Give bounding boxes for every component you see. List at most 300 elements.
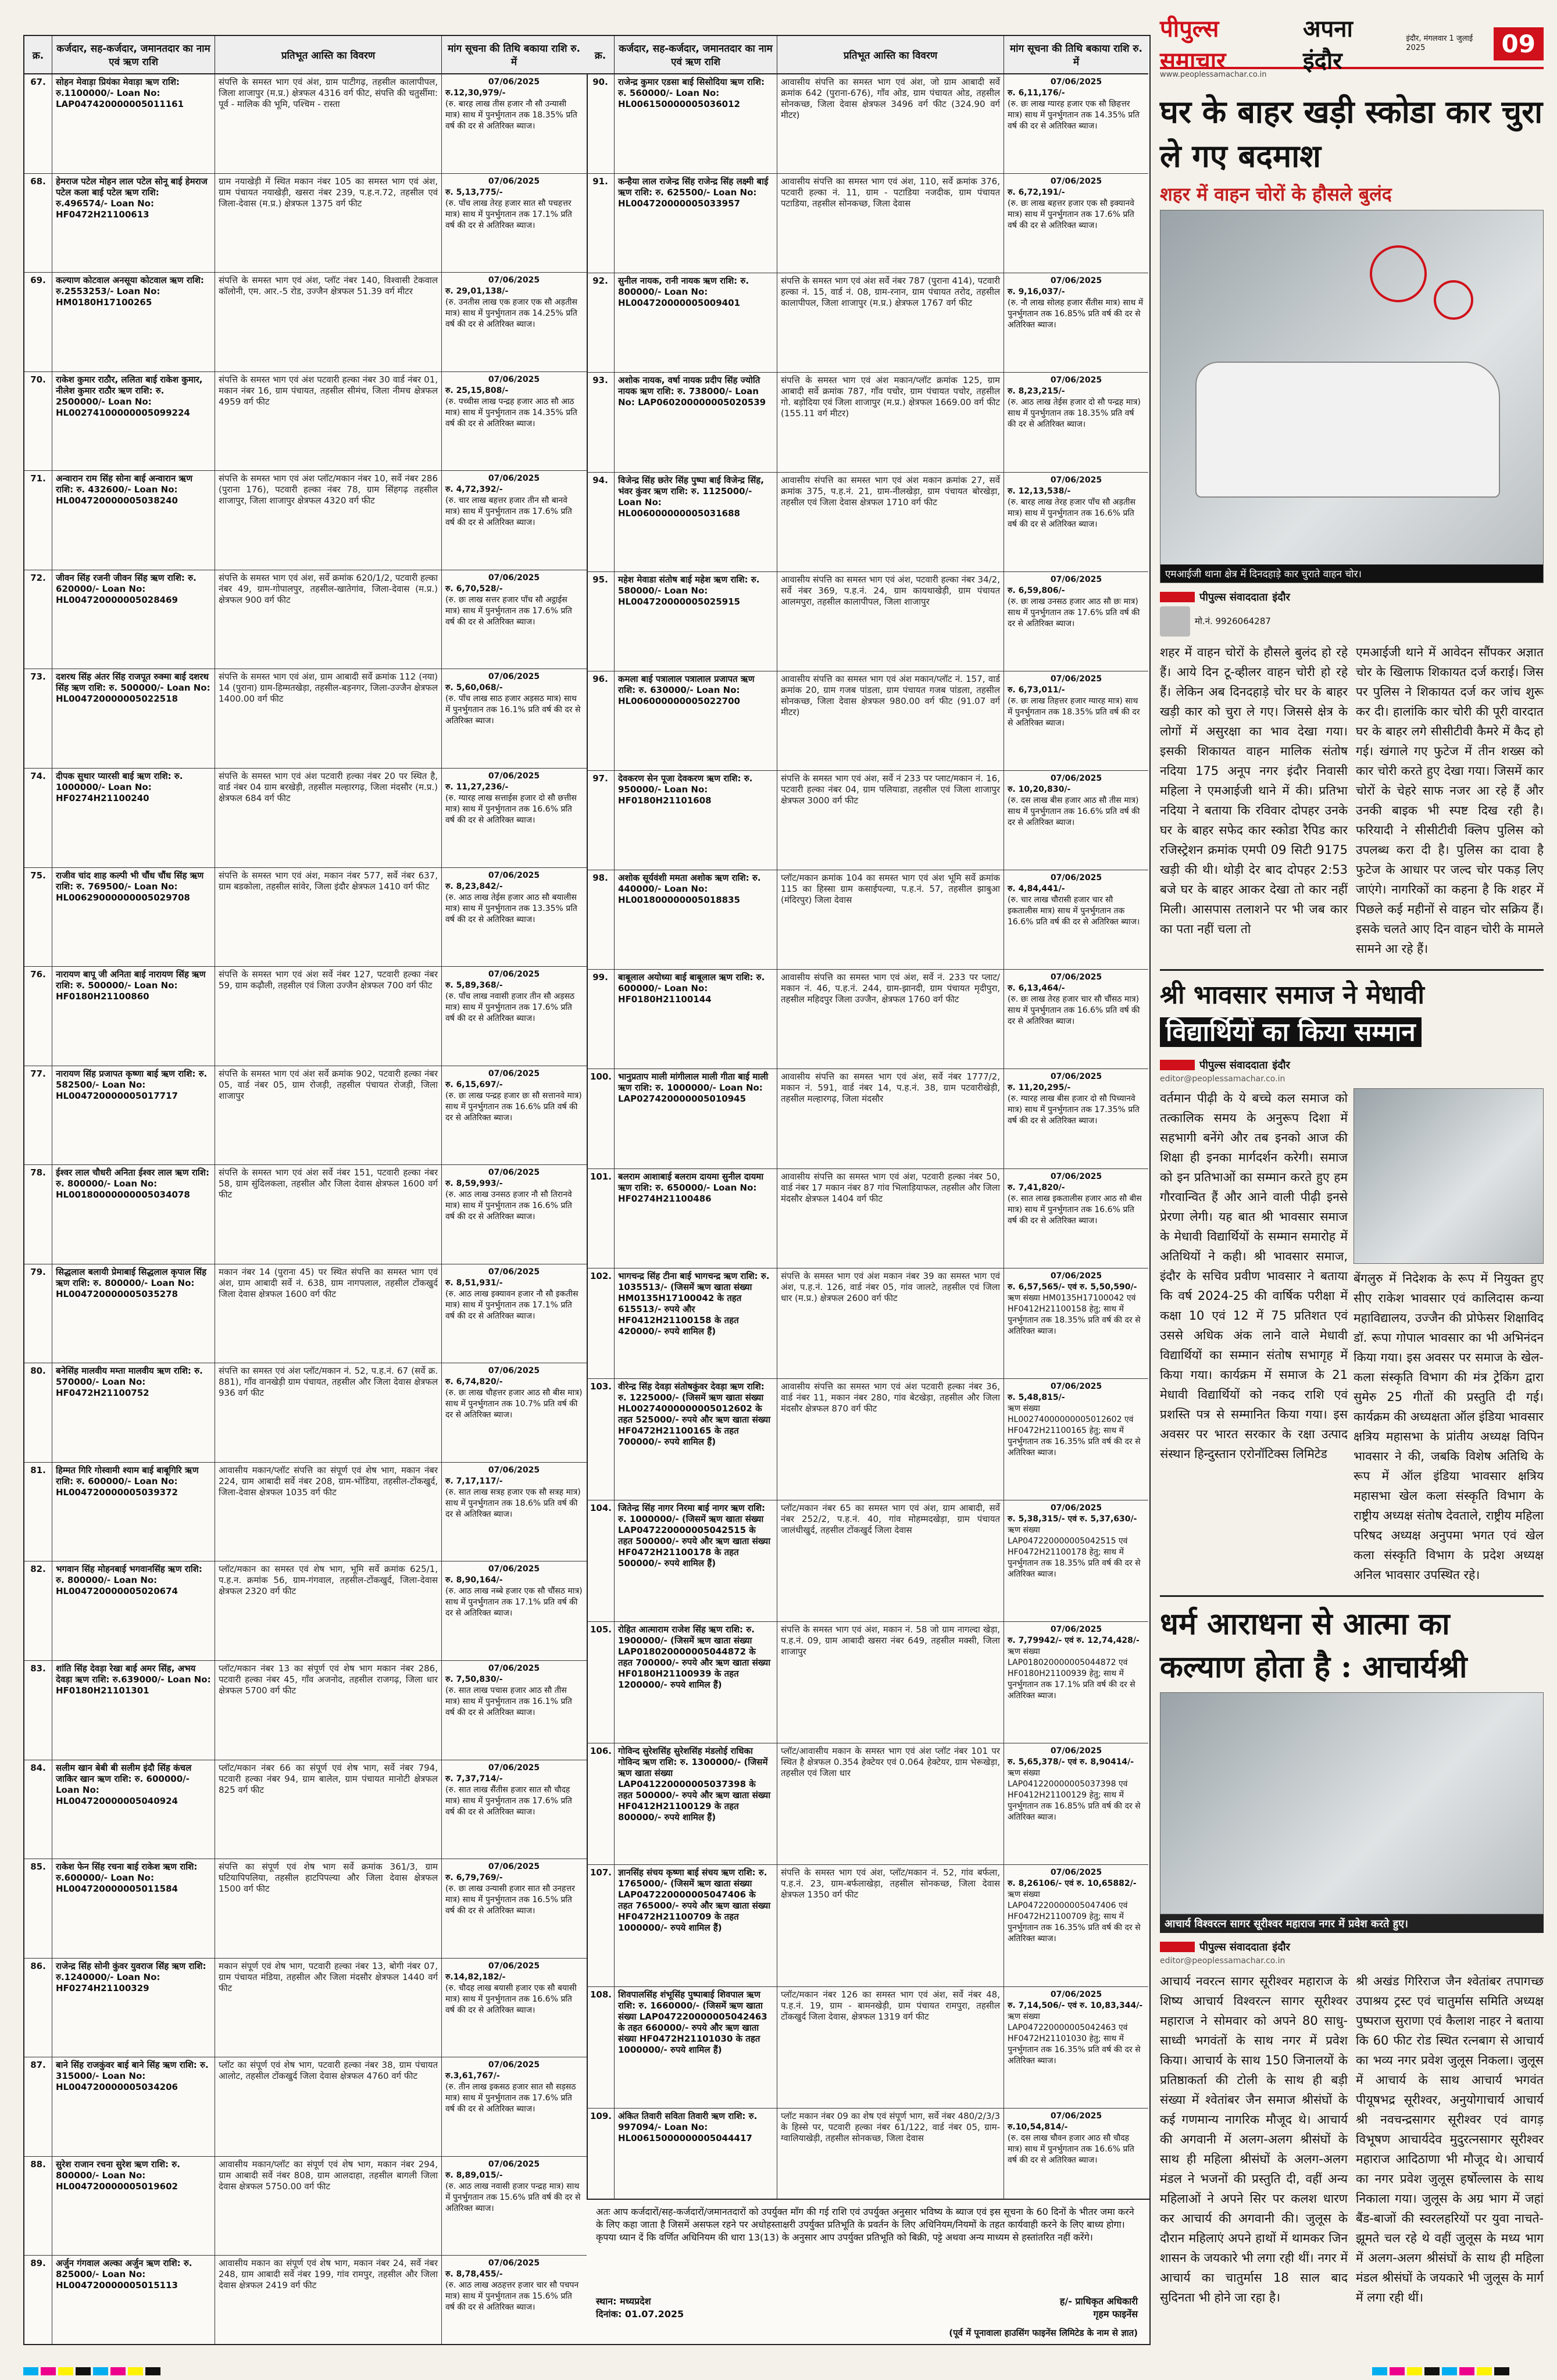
row-borrower: जितेन्द्र सिंह नागर निरमा बाई नागर ऋण राशि: रु. 1000000/- (जिसमें ऋण खाता संख्या LAP047220000005042515 के तहत 500000/- रुपये और ऋण खाता संख्या HF0472H21100178 के तहत 500000/- रुपये शामिल हैं)	[615, 1500, 777, 1621]
header-borrower: कर्जदार, सह-कर्जदार, जमानतदार का नाम एवं ऋण राशि	[615, 36, 777, 73]
row-demand	[1004, 970, 1148, 1069]
row-amount: रु. 6,57,565/- एवं रु. 5,50,590/-	[1008, 1282, 1137, 1292]
row-note: (रु. चार लाख बहत्तर हजार तीन सौ बानवे मात्र) साथ में पुनर्भुगतान तक 17.6% प्रति वर्ष की दर से अतिरिक्त ब्याज।	[445, 496, 572, 528]
row-date: 07/06/2025	[1050, 1381, 1102, 1391]
row-borrower: शिवपालसिंह शंभूसिंह पुष्पाबाई शिवपाल ऋण राशि: रु. 1660000/- (जिसमें ऋण खाता संख्या LAP047220000005042463 के तहत 660000/- रुपये और ऋण खाता संख्या HF0472H21101030 के तहत 1000000/- रुपये शामिल हैं)	[615, 1987, 777, 2108]
row-note: (रु. बारह लाख तीस हजार नौ सौ उन्यासी मात्र) साथ में पुनर्भुगतान तक 18.35% प्रति वर्ष की दर से अतिरिक्त ब्याज।	[445, 99, 577, 131]
row-demand	[1004, 671, 1148, 770]
row-borrower: बाने सिंह राजकुंवर बाई बाने सिंह ऋण राशि: रु. 315000/- Loan No: HL004720000005034206	[52, 2057, 215, 2156]
row-borrower: बनेसिंह मालवीय मम्ता मालवीय ऋण राशि: रु. 570000/- Loan No: HF0472H21100752	[52, 1363, 215, 1462]
row-amount: रु. 6,13,464/-	[1008, 984, 1065, 994]
notice-column-left	[24, 36, 588, 2344]
row-note: (रु. पच्चीस लाख पन्द्रह हजार आठ सौ आठ मात्र) साथ में पुनर्भुगतान तक 14.35% प्रति वर्ष की दर से अतिरिक्त ब्याज।	[445, 396, 577, 428]
row-borrower: गोविन्द सुरेशसिंह सुरेशसिंह मंडलोई राधिका गोविन्द ऋण राशि: रु. 1300000/- (जिसमें ऋण खाता संख्या LAP041220000005037398 के तहत 500000/- रुपये और ऋण खाता संख्या HF0412H21100129 के तहत 800000/- रुपये शामिल हैं)	[615, 1743, 777, 1864]
row-date: 07/06/2025	[488, 573, 540, 583]
table-row	[587, 1865, 1148, 1986]
row-note: (रु. छः लाख उनसठ हजार आठ सौ छः मात्र) साथ में पुनर्भुगतान तक 17.6% प्रति वर्ष की दर से अतिरिक्त ब्याज।	[1008, 596, 1140, 628]
row-borrower: हिम्मत गिरि गोस्वामी श्याम बाई बाबूगिरि ऋण राशि: रु. 600000/- Loan No: HL004720000005039372	[52, 1463, 215, 1561]
row-date: 07/06/2025	[488, 1465, 540, 1475]
row-note: (रु. आठ लाख नब्बे हजार एक सौ चौंसठ मात्र) साथ में पुनर्भुगतान तक 17.1% प्रति वर्ष की दर से अतिरिक्त ब्याज।	[445, 1586, 583, 1618]
row-note: (रु. दस लाख बीस हजार आठ सौ तीस मात्र) साथ में पुनर्भुगतान तक 16.6% प्रति वर्ष की दर से अतिरिक्त ब्याज।	[1008, 795, 1140, 827]
highlight-circle-icon	[1434, 280, 1473, 320]
row-property: संपत्ति के समस्त भाग एवं अंश सर्वे नंबर 151, पटवारी हल्का नंबर 58, ग्राम सुंदिलकला, तहसील और जिला देवास क्षेत्रफल 1600 वर्ग फीट	[215, 1165, 442, 1264]
row-demand	[442, 570, 586, 669]
row-note: (रु. छः लाख तेरह हजार चार सौ चौंसठ मात्र) साथ में पुनर्भुगतान तक 16.6% प्रति वर्ष की दर से अतिरिक्त ब्याज।	[1008, 995, 1140, 1027]
story2-left	[1160, 1088, 1348, 1585]
row-demand	[1004, 870, 1148, 969]
table-row	[24, 669, 587, 769]
row-note: (रु. छः लाख तिहत्तर हजार ग्यारह मात्र) साथ में पुनर्भुगतान तक 18.35% प्रति वर्ष की दर से अतिरिक्त ब्याज।	[1008, 696, 1140, 728]
story2-right	[1354, 1088, 1544, 1585]
row-demand	[1004, 473, 1148, 571]
table-row	[587, 771, 1148, 870]
row-borrower: राकेश कुमार राठौर, ललिता बाई राकेश कुमार, नीलेश कुमार राठौर ऋण राशि: रु. 2500000/- Loan No: HL00274100000005099224	[52, 372, 215, 471]
color-registration-strip	[1372, 2367, 1512, 2375]
notice-signatory	[1060, 2295, 1138, 2321]
row-sn: 89.	[24, 2256, 52, 2344]
row-sn: 107.	[587, 1865, 615, 1986]
table-row	[24, 1859, 587, 1959]
byline-logo-icon	[1160, 592, 1195, 602]
row-borrower: राजीव चांद शाह कल्पी भी चौंध चौंध सिंह ऋण राशि: रु. 769500/- Loan No: HL00629000000005029708	[52, 868, 215, 967]
row-property: संपत्ति के समस्त भाग एवं अंश मकान नंबर 39 का समस्त भाग एवं अंश, प.ह.नं. 126, वार्ड नंबर 05, गांव जालटे, तहसील एवं जिला धार (म.प्र.) क्षेत्रफल 2600 वर्ग फीट	[777, 1268, 1004, 1378]
header-demand: मांग सूचना की तिथि बकाया राशि रु. में	[1010, 43, 1142, 68]
row-property: आवासीय संपत्ति का समस्त भाग एवं अंश, पटवारी हल्का नंबर 50, वार्ड नंबर 17 मकान नंबर 87 गांव भिलाड़ियाफल, तहसील और जिला मंदसौर क्षेत्रफल 1404 वर्ग फीट	[777, 1169, 1004, 1268]
row-sn: 103.	[587, 1379, 615, 1500]
row-amount: रु. 29,01,138/-	[445, 287, 509, 296]
row-property: आवासीय संपत्ति का समस्त भाग एवं अंश मकान क्रमांक 27, सर्वे क्रमांक 375, प.ह.नं. 21, ग्राम-नीलखेड़ा, ग्राम पंचायत बोरखेड़ा, तहसील एवं जिला देवास क्षेत्रफल 1710 वर्ग फीट	[777, 473, 1004, 571]
table-row	[24, 273, 587, 372]
row-property: संपत्ति के समस्त भाग एवं अंश सर्वे नंबर 127, पटवारी हल्का नंबर 59, ग्राम कढ़ौली, तहसील एवं जिला उज्जैन क्षेत्रफल 700 वर्ग फीट	[215, 967, 442, 1066]
row-demand	[1004, 1743, 1148, 1864]
notice-footer	[587, 2199, 1149, 2344]
notice-place-date	[596, 2295, 684, 2321]
row-property: प्लॉट/मकान नंबर 126 का समस्त भाग एवं अंश, सर्वे नंबर 48, प.ह.नं. 19, ग्राम - बामनखेड़ी, ग्राम पंचायत रामपुरा, तहसील टोंकखुर्द जिला देवास, क्षेत्रफल 1319 वर्ग फीट	[777, 1987, 1004, 2108]
row-date: 07/06/2025	[1050, 873, 1102, 883]
row-sn: 73.	[24, 669, 52, 768]
story2-col2: बेंगलुरु में निदेशक के रूप में नियुक्त हुए सीए राकेश भावसार एवं कालिदास कन्या महाविद्यालय, उज्जैन की प्रोफेसर शिक्षाविद डॉ. रूपा गोपाल भावसार का भी अभिनंदन किया गया। इस अवसर पर समाज के खेल-कला संस्कृति विभाग की मंत्र ट्रेकिंग द्वारा सुमेरु 25 गीतों की प्रस्तुति दी गई। कार्यक्रम की अध्यक्षता ऑल इंडिया भावसार क्षत्रिय महासभा के प्रांतीय अध्यक्ष विपिन भावसार ने की, जबकि विशेष अतिथि के रूप में ऑल इंडिया भावसार क्षत्रिय महासभा खेल कला संस्कृति विभाग के राष्ट्रीय अध्यक्ष संतोष देवताले, राष्ट्रीय महिला परिषद अध्यक्ष अनुपमा भगत एवं खेल कला संस्कृति विभाग के प्रदेश अध्यक्ष अनिल भावसार उपस्थित रहे।	[1354, 1271, 1544, 1582]
row-amount: रु. 4,84,441/-	[1008, 884, 1065, 894]
row-sn: 82.	[24, 1561, 52, 1660]
row-demand	[442, 769, 586, 867]
reporter-avatar	[1160, 606, 1190, 637]
row-borrower: शांति सिंह देवड़ा रेखा बाई अमर सिंह, अभय देवड़ा ऋण राशि: रु.639000/- Loan No: HF0180H21101301	[52, 1661, 215, 1760]
row-sn: 91.	[587, 174, 615, 273]
row-property: आवासीय संपत्ति का समस्त भाग एवं अंश, सर्वे नंबर 1777/2, मकान नं. 591, वार्ड नंबर 14, प.ह.नं. 38, ग्राम पटवारीखेड़ी, तहसील मल्हारगढ़, जिला मंदसौर	[777, 1069, 1004, 1168]
row-borrower: भगवान सिंह मोहनबाई भगवानसिंह ऋण राशि: रु. 800000/- Loan No: HL004720000005020674	[52, 1561, 215, 1660]
row-property: आवासीय संपत्ति का समस्त भाग एवं अंश, जो ग्राम आबादी सर्वे क्रमांक 642 (पुराना-676), गाँव ओड, ग्राम पंचायत ओड, तहसील सोनकच्छ, जिला देवास क्षेत्रफल 3496 वर्ग फीट (324.90 वर्ग मीटर)	[777, 74, 1004, 173]
row-property: संपत्ति के समस्त भाग एवं अंश प्लॉट/मकान नंबर 10, सर्वे नंबर 286 (पुराना 176), पटवारी हल्का नंबर 78, ग्राम सिंहगढ़ तहसील शाजापुर, जिला शाजापुर क्षेत्रफल 4320 वर्ग फीट	[215, 471, 442, 570]
row-note: (रु. छः लाख सत्तर हजार पाँच सौ अट्ठाईस मात्र) साथ में पुनर्भुगतान तक 17.6% प्रति वर्ष की दर से अतिरिक्त ब्याज।	[445, 595, 572, 627]
row-note: (रु. चौदह लाख बयासी हजार एक सौ बयासी मात्र) साथ में पुनर्भुगतान तक 16.6% प्रति वर्ष की दर से अतिरिक्त ब्याज।	[445, 1983, 577, 2015]
row-date: 07/06/2025	[488, 1862, 540, 1872]
story1-col2: एमआईजी थाने में आवेदन सौंपकर अज्ञात चोर के खिलाफ शिकायत दर्ज कराई। जिस पर पुलिस ने शिकायत दर्ज कर जांच शुरू कर दी। हालांकि कार चोरी की पूरी वारदात घर के बाहर लगे सीसीटीवी कैमरे में कैद हो गई। खंगाले गए फुटेज में तीन शख्स को कार चोरी करते हुए देखा गया। जिसमें कार चोरों के चेहरे साफ नजर आ रहे हैं और उनकी बाइक भी स्पष्ट दिख रही है। फरियादी ने सीसीटीवी क्लिप पुलिस को उपलब्ध करा दी है। पुलिस का दावा है फुटेज के आधार पर जल्द चोर पकड़ लिए जाएंगे। नागरिकों का कहना है कि शहर में पिछले कई महीनों से वाहन चोर सक्रिय हैं। इसके चलते आए दिन वाहन चोरी के मामले सामने आ रहे हैं।	[1356, 645, 1544, 956]
row-note: ऋण संख्या LAP018020000005044872 एवं HF0180H21100939 हेतु; साथ में पुनर्भुगतान तक 17.1% प्रति वर्ष की दर से अतिरिक्त ब्याज।	[1008, 1647, 1135, 1701]
row-demand	[1004, 74, 1148, 173]
row-sn: 93.	[587, 373, 615, 471]
row-borrower: ईश्वर लाल चौधरी अनिता ईश्वर लाल ऋण राशि: रु. 800000/- Loan No: HL00180000000005034078	[52, 1165, 215, 1264]
byline-city: इंदौर	[1272, 591, 1290, 603]
table-header	[587, 36, 1148, 74]
row-property: आवासीय मकान/प्लॉट संपत्ति का संपूर्ण एवं शेष भाग, मकान नंबर 224, ग्राम आबादी सर्वे नंबर 208, ग्राम-भोंडिया, तहसील-टोंकखुर्द, जिला-देवास क्षेत्रफल 1035 वर्ग फीट	[215, 1463, 442, 1561]
story1-col1: शहर में वाहन चोरों के हौसले बुलंद हो रहे हैं। आये दिन टू-व्हीलर वाहन चोरी हो रहे हैं। लेकिन अब दिनदहाड़े चोर घर के बाहर खड़ी कार को चुरा ले गए। जिससे क्षेत्र के लोगों में असुरक्षा का भाव देखा गया। इसकी शिकायत वाहन मालिक संतोष नदिया 175 अनूप नगर इंदौर निवासी महिला ने एमआईजी थाने में की। प्रतिभा नदिया ने बताया कि रविवार दोपहर उनके घर के बाहर सफेद कार स्कोडा रैपिड कार रजिस्ट्रेशन क्रमांक एमपी 09 सिटी 9175 खड़ी की थी। थोड़ी देर बाद दोपहर 2:53 बजे घर के बाहर आकर देखा तो कार नहीं मिली। आसपास तलाशने पर भी जब कार का पता नहीं चला तो	[1160, 645, 1348, 936]
row-amount: रु. 5,38,315/- एवं रु. 5,37,630/-	[1008, 1514, 1137, 1524]
notice-place: स्थान: मध्यप्रदेश	[596, 2296, 651, 2307]
row-borrower: कमला बाई पत्रालाल पत्रालाल प्रजापत ऋण राशि: रु. 630000/- Loan No: HL006000000005022700	[615, 671, 777, 770]
row-sn: 80.	[24, 1363, 52, 1462]
row-date: 07/06/2025	[1050, 674, 1102, 684]
row-borrower: भागचन्द्र सिंह टीना बाई भागचन्द्र ऋण राशि: रु. 1035513/- (जिसमें ऋण खाता संख्या HM0135H17100042 के तहत 615513/- रुपये और HF0412H21100158 के तहत 420000/- रुपये शामिल हैं)	[615, 1268, 777, 1378]
row-property: आवासीय संपत्ति का समस्त भाग एवं अंश, सर्वे नं. 233 पर प्लाट/मकान नं. 46, प.ह.नं. 244, ग्राम-झानदी, ग्राम पंचायत मृदीपुरा, तहसील महिदपुर जिला उज्जैन, क्षेत्रफल 1760 वर्ग फीट	[777, 970, 1004, 1069]
row-sn: 75.	[24, 868, 52, 967]
row-date: 07/06/2025	[488, 672, 540, 682]
table-row	[587, 373, 1148, 472]
row-date: 07/06/2025	[488, 176, 540, 186]
row-borrower: वीरेन्द्र सिंह देवड़ा संतोषकुंवर देवड़ा ऋण राशि: रु. 1225000/- (जिसमें ऋण खाता संख्या HL00274000000005012602 के तहत 525000/- रुपये और ऋण खाता संख्या HF0472H21100165 के तहत 700000/- रुपये शामिल हैं)	[615, 1379, 777, 1500]
row-amount: रु. 8,51,931/-	[445, 1278, 503, 1288]
story3-col2: श्री अखंड गिरिराज जैन श्वेतांबर तपागच्छ उपाश्रय ट्रस्ट एवं चातुर्मास समिति अध्यक्ष पुष्पराज सुराणा एवं कैलाश नाहर ने बताया कि 60 फीट रोड स्थित रत्नबाग से आचार्य का भव्य नगर प्रवेश जुलूस निकला। जुलूस में आचार्य के साथ आचार्य भगवंत पीयूषभद्र सूरीश्वर, अनुयोगाचार्य आचार्य श्री नवचन्द्रसागर सूरीश्वर एवं वागड़ विभूषण आचार्यदेव मुदुरत्नसागर सूरीश्वर महाराज आदिठाणा भी मौजूद थे। आचार्य का नगर प्रवेश जुलूस हर्षोल्लास के साथ निकाला गया। जुलूस के अग्र भाग में जहां बैंड-बाजों की स्वरलहरियों पर युवा नाचते-झूमते चल रहे थे वहीं जुलूस के मध्य भाग में अलग-अलग श्रीसंघों के साथ ही महिला मंडल श्रीसंघों के जयकारे भी जुलूस के मार्ग में लगा रही थीं।	[1356, 1974, 1544, 2304]
signatory-title: ह/- प्राधिकृत अधिकारी	[1059, 2296, 1138, 2307]
table-row	[24, 372, 587, 471]
row-borrower: देवकरण सेन पूजा देवकरण ऋण राशि: रु. 950000/- Loan No: HF0180H21101608	[615, 771, 777, 870]
row-property: आवासीय संपत्ति का समस्त भाग एवं अंश पटवारी हल्का नंबर 36, वार्ड नंबर 11, मकान नंबर 280, गांव बेटखेड़ा, तहसील और जिला मंदसौर क्षेत्रफल 870 वर्ग फीट	[777, 1379, 1004, 1500]
row-borrower: राजेन्द्र कुमार एडसा बाई सिसोदिया ऋण राशि: रु. 560000/- Loan No: HL006150000005036012	[615, 74, 777, 173]
table-row	[24, 1264, 587, 1364]
car-shape	[1195, 362, 1500, 498]
row-property: मकान नंबर 14 (पुराना 45) पर स्थित संपत्ति का समस्त भाग एवं अंश, ग्राम आबादी सर्वे नं. 638, ग्राम नागपलाल, तहसील टोंकखुर्द जिला देवास क्षेत्रफल 1600 वर्ग फीट	[215, 1264, 442, 1363]
row-amount: रु. 9,16,037/-	[1008, 287, 1065, 297]
row-amount: रु. 7,17,117/-	[445, 1476, 503, 1486]
row-amount: रु. 7,41,820/-	[1008, 1182, 1065, 1192]
table-row	[24, 1959, 587, 2058]
story3-photo	[1160, 1692, 1544, 1914]
row-date: 07/06/2025	[1050, 1271, 1102, 1281]
row-property: ग्राम नयाखेड़ी में स्थित मकान नंबर 105 का समस्त भाग एवं अंश, ग्राम पंचायत नयाखेड़ी, खसरा नंबर 239, प.ह.न.72, तहसील एवं जिला-देवास (म.प्र.) क्षेत्रफल 1375 वर्ग फीट	[215, 174, 442, 273]
row-amount: रु. 8,23,215/-	[1008, 387, 1065, 396]
byline-name: पीपुल्स संवाददाता	[1199, 591, 1268, 603]
row-note: (रु. चार लाख चौरासी हजार चार सौ इकतालीस मात्र) साथ में पुनर्भुगतान तक 16.6% प्रति वर्ष की दर से अतिरिक्त ब्याज।	[1008, 895, 1140, 927]
row-note: (रु. ग्यारह लाख बीस हजार दो सौ पिच्यानवे मात्र) साथ में पुनर्भुगतान तक 17.35% प्रति वर्ष की दर से अतिरिक्त ब्याज।	[1008, 1094, 1140, 1126]
row-demand	[442, 273, 586, 371]
row-amount: रु. 6,70,528/-	[445, 584, 503, 594]
masthead	[1160, 15, 1544, 74]
row-sn: 85.	[24, 1859, 52, 1958]
row-note: (रु. आठ लाख तेईस हजार दो सौ पन्द्रह मात्र) साथ में पुनर्भुगतान तक 18.35% प्रति वर्ष की दर से अतिरिक्त ब्याज।	[1008, 398, 1141, 430]
row-borrower: बाबूलाल अयोध्या बाई बाबूलाल ऋण राशि: रु. 600000/- Loan No: HF0180H21100144	[615, 970, 777, 1069]
story3-col1: आचार्य नवरत्न सागर सूरीश्वर महाराज के शिष्य आचार्य विश्वरत्न सागर सूरीश्वर महाराज ने सोमवार को अपने 80 साधु-साध्वी भगवंतों के साथ नगर में प्रवेश किया। आचार्य के साथ 150 जिनालयों के प्रतिष्ठाकर्ता की टोली के साथ ही बड़ी संख्या में श्वेतांबर जैन समाज श्रीसंघों के कई गणमान्य नागरिक मौजूद थे। आचार्य की अगवानी में अलग-अलग श्रीसंघों के साथ ही महिला श्रीसंघों के अलग-अलग मंडल ने भजनों की प्रस्तुति दी, वहीं अन्य महिलाओं ने अपने सिर पर कलश धारण कर आचार्य की अगवानी की। जुलूस के दौरान महिलाएं अपने हाथों में थामकर जिन शासन के जयकारे भी लगा रही थीं। नगर में आचार्य का चातुर्मास 18 साल बाद सुदिनता भी होने जा रहा है।	[1160, 1974, 1348, 2304]
story1-headline: घर के बाहर खड़ी स्कोडा कार चुरा ले गए बदमाश	[1160, 93, 1543, 174]
row-borrower: कल्याण कोटवाल अनसूया कोटवाल ऋण राशि: रु.2553253/- Loan No: HM0180H17100265	[52, 273, 215, 371]
row-demand	[442, 1463, 586, 1561]
row-date: 07/06/2025	[488, 1763, 540, 1773]
row-note: (रु. तीन लाख इकसठ हजार सात सौ सड़सठ मात्र) साथ में पुनर्भुगतान तक 17.6% प्रति वर्ष की दर से अतिरिक्त ब्याज।	[445, 2082, 576, 2114]
row-note: (रु. नौ लाख सोलह हजार सैंतीस मात्र) साथ में पुनर्भुगतान तक 16.85% प्रति वर्ष की दर से अतिरिक्त ब्याज।	[1008, 298, 1144, 330]
table-row	[24, 1561, 587, 1661]
row-sn: 86.	[24, 1959, 52, 2057]
row-sn: 102.	[587, 1268, 615, 1378]
row-date: 07/06/2025	[1050, 376, 1102, 385]
table-row	[587, 1500, 1148, 1622]
row-date: 07/06/2025	[488, 2259, 540, 2268]
row-demand	[442, 2256, 586, 2344]
table-row	[24, 2157, 587, 2256]
row-amount: रु. 5,13,775/-	[445, 187, 503, 197]
row-amount: रु. 8,89,015/-	[445, 2170, 503, 2180]
row-amount: रु. 7,79942/- एवं रु. 12,74,428/-	[1008, 1636, 1140, 1646]
row-date: 07/06/2025	[1050, 2111, 1102, 2121]
story2-col1: वर्तमान पीढ़ी के ये बच्चे कल समाज को तत्कालिक समय के अनुरूप दिशा में सहभागी बनेंगे और तब इनको आज की शिक्षा ही इनका मार्गदर्शन करेगी। समाज को इन प्रतिभाओं का सम्मान करते हुए हम गौरवान्वित हैं और आने वाली पीढ़ी इनसे प्रेरणा लेगी। यह बात श्री भावसार समाज के मेधावी विद्यार्थियों के सम्मान समारोह में अतिथियों ने कही। श्री भावसार समाज, इंदौर के सचिव प्रवीण भावसार ने बताया कि वर्ष 2024-25 की वार्षिक परीक्षा में कक्षा 10 एवं 12 में 75 प्रतिशत एवं उससे अधिक अंक लाने वाले मेधावी विद्यार्थियों का सम्मान संतोष सभागृह में किया गया। कार्यक्रम में समाज के 21 मेधावी विद्यार्थियों को नकद राशि एवं प्रशस्ति पत्र से सम्मानित किया गया। इस अवसर पर भारत सरकार के रक्षा उत्पाद संस्थान हिन्दुस्तान एरोनॉटिक्स लिमिटेड	[1160, 1091, 1348, 1461]
header-demand: मांग सूचना की तिथि बकाया राशि रु. में	[448, 43, 580, 68]
row-note: (रु. आठ लाख इक्यावन हजार नौ सौ इकतीस मात्र) साथ में पुनर्भुगतान तक 17.1% प्रति वर्ष की दर से अतिरिक्त ब्याज।	[445, 1289, 578, 1321]
row-sn: 79.	[24, 1264, 52, 1363]
byline-name: पीपुल्स संवाददाता	[1199, 1059, 1268, 1071]
story1-photo	[1160, 210, 1544, 583]
story2-headline	[1160, 969, 1544, 1051]
row-borrower: नारायण बापू जी अनिता बाई नारायण सिंह ऋण राशि: रु. 500000/- Loan No: HF0180H21100860	[52, 967, 215, 1066]
row-borrower: सोहन मेवाड़ा प्रियंका मेवाड़ा ऋण राशि: रु.1100000/- Loan No: LAP047420000005011161	[52, 74, 215, 173]
row-note: (रु. छः लाख ग्यारह हजार एक सौ छिहत्तर मात्र) साथ में पुनर्भुगतान तक 14.35% प्रति वर्ष की दर से अतिरिक्त ब्याज।	[1008, 99, 1140, 131]
header-sn: क्र.	[24, 36, 52, 73]
story1-phone	[1160, 606, 1544, 637]
row-property: प्लॉट/मकान क्रमांक 104 का समस्त भाग एवं अंश भूमि सर्वे क्रमांक 115 का हिस्सा ग्राम कसाईपल्या, प.ह.नं. 57, तहसील झाबुआ (मंदिरपुर) जिला देवास	[777, 870, 1004, 969]
row-property: संपत्ति के समस्त भाग एवं अंश, ग्राम आबादी सर्वे क्रमांक 112 (नया) 14 (पुराना) ग्राम-हिम्मतखेड़ा, तहसील-बड़नगर, जिला-उज्जैन क्षेत्रफल 1400.00 वर्ग फीट	[215, 669, 442, 768]
table-row	[24, 1661, 587, 1760]
row-date: 07/06/2025	[1050, 1072, 1102, 1082]
row-property: संपत्ति के समस्त भाग एवं अंश पटवारी हल्का नंबर 30 वार्ड नंबर 01, मकान नंबर 16, ग्राम पंचायत, तहसील सीमंच, जिला नीमच क्षेत्रफल 4959 वर्ग फीट	[215, 372, 442, 471]
byline-logo-icon	[1160, 1942, 1195, 1952]
row-date: 07/06/2025	[488, 970, 540, 980]
row-property: संपत्ति के समस्त भाग एवं अंश सर्वे नंबर 787 (पुराना 414), पटवारी हल्का नं. 15, वार्ड नं. 08, ग्राम-रनान, ग्राम पंचायत तरोद, तहसील कालापीपल, जिला शाजापुर (म.प्र.) क्षेत्रफल 1767 वर्ग फीट	[777, 273, 1004, 372]
row-amount: रु. 5,89,368/-	[445, 981, 503, 991]
highlight-circle-icon	[1370, 245, 1427, 302]
row-amount: रु. 8,23,842/-	[445, 881, 503, 891]
story2-byline	[1160, 1058, 1544, 1072]
row-property: आवासीय संपत्ति का समस्त भाग एवं अंश मकान/प्लॉट नं. 157, वार्ड क्रमांक 20, ग्राम गजब पांडला, ग्राम पंचायत गजब पांडला, तहसील सोनकच्छ, जिला देवास क्षेत्रफल 980.00 वर्ग फीट (91.07 वर्ग मीटर)	[777, 671, 1004, 770]
row-sn: 101.	[587, 1169, 615, 1268]
row-amount: रु. 4,72,392/-	[445, 485, 503, 495]
row-date: 07/06/2025	[488, 374, 540, 384]
row-sn: 88.	[24, 2157, 52, 2256]
row-property: आवासीय संपत्ति का समस्त भाग एवं अंश, 110, सर्वे क्रमांक 376, पटवारी हल्का नं. 11, ग्राम - पटाडिया नजदीक, ग्राम पंचायत पटाडिया, तहसील सोनकच्छ, जिला देवास	[777, 174, 1004, 273]
row-borrower: नारायण सिंह प्रजापत कृष्णा बाई ऋण राशि: रु. 582500/- Loan No: HL004720000005017717	[52, 1066, 215, 1165]
row-date: 07/06/2025	[488, 771, 540, 781]
row-note: (रु. पाँच लाख तेरह हजार सात सौ पचहत्तर मात्र) साथ में पुनर्भुगतान तक 17.1% प्रति वर्ष की दर से अतिरिक्त ब्याज।	[445, 198, 572, 230]
row-demand	[442, 2157, 586, 2256]
row-date: 07/06/2025	[488, 1961, 540, 1971]
row-date: 07/06/2025	[488, 1664, 540, 1673]
row-demand	[1004, 273, 1148, 372]
row-date: 07/06/2025	[488, 1366, 540, 1376]
table-row	[587, 1379, 1148, 1500]
row-sn: 98.	[587, 870, 615, 969]
table-row	[24, 769, 587, 868]
row-amount: रु. 6,73,011/-	[1008, 685, 1065, 695]
table-row	[24, 1760, 587, 1860]
row-sn: 106.	[587, 1743, 615, 1864]
table-row	[24, 1066, 587, 1166]
byline-logo-icon	[1160, 1060, 1195, 1070]
story2-layout	[1160, 1088, 1544, 1585]
table-row	[587, 1169, 1148, 1268]
row-note: ऋण संख्या LAP047220000005042515 एवं HF0472H21100178 हेतु; साथ में पुनर्भुगतान तक 18.35% प्रति वर्ष की दर से अतिरिक्त ब्याज।	[1008, 1525, 1141, 1579]
row-property: प्लॉट का संपूर्ण एवं शेष भाग, पटवारी हल्का नंबर 38, ग्राम पंचायत आलोट, तहसील टोंकखुर्द जिला देवास क्षेत्रफल 4760 वर्ग फीट	[215, 2057, 442, 2156]
table-row	[587, 273, 1148, 373]
table-row	[24, 2256, 587, 2344]
row-demand	[442, 372, 586, 471]
row-amount: रु. 12,13,538/-	[1008, 486, 1071, 496]
row-amount: रु.10,54,814/-	[1008, 2122, 1068, 2132]
story1-body	[1160, 642, 1544, 959]
row-property: प्लॉट/मकान नंबर 66 का संपूर्ण एवं शेष भाग, सर्वे नंबर 794, पटवारी हल्का नंबर 94, ग्राम बालेल, ग्राम पंचायत मानोटी क्षेत्रफल 825 वर्ग फीट	[215, 1760, 442, 1859]
notice-footer-text: अतः आप कर्जदारों/सह-कर्जदारों/जमानतदारों को उपर्युक्त माँग की गई राशि एवं उपर्युक्त अनुसार भविष्य के ब्याज एवं इस सूचना के 60 दिनों के भीतर जमा करने के लिए कहा जाता है जिसमें असफल रहने पर अधोहस्ताक्षरी उपर्युक्त प्रतिभूति के प्रवर्तन के लिए अधिनियम/नियमों के तहत कार्यवाही करने के लिए बाध्य होगा। कृपया ध्यान दें कि वर्णित अधिनियम की धारा 13(13) के अनुसार आप उपर्युक्त प्रतिभूति को बिक्री, पट्टे अथवा अन्य माध्यम से हस्तांतरित नहीं करेंगे।	[596, 2206, 1134, 2243]
row-sn: 77.	[24, 1066, 52, 1165]
row-demand	[1004, 1069, 1148, 1168]
row-demand	[442, 967, 586, 1066]
row-demand	[1004, 1268, 1148, 1378]
row-date: 07/06/2025	[488, 276, 540, 285]
row-borrower: हेमराज पटेल मोहन लाल पटेल सोनू बाई हेमराज पटेल कला बाई पटेल ऋण राशि: रु.496574/- Loan No: HF0472H21100613	[52, 174, 215, 273]
row-sn: 105.	[587, 1622, 615, 1743]
row-sn: 84.	[24, 1760, 52, 1859]
row-demand	[442, 868, 586, 967]
row-property: संपत्ति का समस्त एवं अंश प्लॉट/मकान नं. 52, प.ह.नं. 67 (सर्वे क्र. 881), गाँव वानखेड़ी ग्राम पंचायत, तहसील और जिला देवास क्षेत्रफल 936 वर्ग फीट	[215, 1363, 442, 1462]
table-row	[24, 570, 587, 670]
row-sn: 78.	[24, 1165, 52, 1264]
row-demand	[442, 669, 586, 768]
row-property: संपत्ति के समस्त भाग एवं अंश पटवारी हल्का नंबर 20 पर स्थित है, वार्ड नंबर 04 ग्राम बरखेड़ी, तहसील मल्हारगढ़, जिला मंदसौर (म.प्र.) क्षेत्रफल 684 वर्ग फीट	[215, 769, 442, 867]
story2-headline-b: विद्यार्थियों का किया सम्मान	[1160, 1017, 1422, 1047]
row-property: प्लॉट/मकान का समस्त एवं शेष भाग, भूमि सर्वे क्रमांक 625/1, प.ह.न. क्रमांक 56, ग्राम-गंगवाल, तहसील-टोंकखुर्द, जिला-देवास क्षेत्रफल 2320 वर्ग फीट	[215, 1561, 442, 1660]
row-amount: रु. 5,65,378/- एवं रु. 8,90414/-	[1008, 1757, 1134, 1767]
table-row	[24, 1463, 587, 1562]
row-borrower: अंकित तिवारी सविता तिवारी ऋण राशि: रु. 997094/- Loan No: HL00615000000005044417	[615, 2109, 777, 2207]
row-sn: 72.	[24, 570, 52, 669]
row-borrower: विजेन्द्र सिंह छतेर सिंह पुष्पा बाई विजेन्द्र सिंह, भंवर कुंवर ऋण राशि: रु. 1125000/- Loan No: HL006000000005031688	[615, 473, 777, 571]
row-date: 07/06/2025	[488, 1069, 540, 1078]
row-amount: रु. 6,59,806/-	[1008, 585, 1065, 595]
row-amount: रु. 6,79,769/-	[445, 1873, 503, 1883]
row-sn: 69.	[24, 273, 52, 371]
row-date: 07/06/2025	[1050, 177, 1102, 187]
table-row	[24, 1165, 587, 1264]
row-demand	[1004, 572, 1148, 671]
row-demand	[1004, 1379, 1148, 1500]
header-property: प्रतिभूत आस्ति का विवरण	[215, 36, 442, 73]
table-header	[24, 36, 587, 74]
row-demand	[442, 174, 586, 273]
dateline: इंदौर, मंगलवार 1 जुलाई 2025	[1406, 34, 1473, 52]
row-borrower: अर्जुन गंगवाल अल्का अर्जुन ऋण राशि: रु. 825000/- Loan No: HL004720000005015113	[52, 2256, 215, 2344]
row-sn: 76.	[24, 967, 52, 1066]
row-borrower: सलीम खान बेबी बी सलीम इंदौ सिंह कंचल जाकिर खान ऋण राशि: रु. 600000/- Loan No: HL004720000005040924	[52, 1760, 215, 1859]
table-row	[24, 2057, 587, 2157]
row-note: ऋण संख्या LAP047220000005042463 एवं HF0472H21101030 हेतु; साथ में पुनर्भुगतान तक 16.35% प्रति वर्ष की दर से अतिरिक्त ब्याज।	[1008, 2011, 1141, 2065]
row-sn: 96.	[587, 671, 615, 770]
row-date: 07/06/2025	[488, 2159, 540, 2169]
table-row	[587, 572, 1148, 671]
row-property: संपत्ति के समस्त भाग एवं अंश, प्लॉट नंबर 140, विश्वासी टेकवाल कॉलोनी, एम. आर.-5 रोड, उज्जैन क्षेत्रफल 51.39 वर्ग मीटर	[215, 273, 442, 371]
row-date: 07/06/2025	[1050, 1746, 1102, 1756]
story2-photo	[1354, 1088, 1544, 1264]
row-borrower: रोहित आत्माराम राजेश सिंह ऋण राशि: रु. 1900000/- (जिसमें ऋण खाता संख्या LAP018020000005044872 के तहत 700000/- रुपये और ऋण खाता संख्या HF0180H21100939 के तहत 1200000/- रुपये शामिल हैं)	[615, 1622, 777, 1743]
table-row	[24, 174, 587, 273]
row-note: (रु. दस लाख चौवन हजार आठ सौ चौदह मात्र) साथ में पुनर्भुगतान तक 16.6% प्रति वर्ष की दर से अतिरिक्त ब्याज।	[1008, 2133, 1134, 2165]
row-borrower: भानुप्रताप माली मांगीलाल माली गीता बाई माली ऋण राशि: रु. 1000000/- Loan No: LAP027420000005010945	[615, 1069, 777, 1168]
row-demand	[442, 1959, 586, 2057]
row-demand	[1004, 373, 1148, 471]
row-note: (रु. छः लाख पन्द्रह हजार छः सौ सत्तानवे मात्र) साथ में पुनर्भुगतान तक 16.6% प्रति वर्ष की दर से अतिरिक्त ब्याज।	[445, 1091, 582, 1123]
row-demand	[442, 1561, 586, 1660]
row-borrower: सिद्धलाल बलायी प्रेमाबाई सिद्धलाल कृपाल सिंह ऋण राशि: रु. 800000/- Loan No: HL004720000005035278	[52, 1264, 215, 1363]
row-note: ऋण संख्या HL00274000000005012602 एवं HF0472H21100165 हेतु; साथ में पुनर्भुगतान तक 16.35% प्रति वर्ष की दर से अतिरिक्त ब्याज।	[1008, 1403, 1141, 1457]
row-amount: रु. 8,90,164/-	[445, 1575, 503, 1585]
news-column	[1160, 15, 1544, 2346]
row-property: आवासीय मकान का संपूर्ण एवं शेष भाग, मकान नंबर 24, सर्वे नंबर 248, ग्राम आबादी सर्वे नंबर 199, गांव रामपुर, तहसील और जिला देवास क्षेत्रफल 2419 वर्ग फीट	[215, 2256, 442, 2344]
row-amount: रु. 5,60,068/-	[445, 683, 503, 693]
byline-name: पीपुल्स संवाददाता	[1199, 1941, 1268, 1953]
row-date: 07/06/2025	[1050, 276, 1102, 286]
table-row	[587, 1987, 1148, 2109]
row-note: ऋण संख्या LAP047220000005047406 एवं HF0472H21100709 हेतु; साथ में पुनर्भुगतान तक 16.35% प्रति वर्ष की दर से अतिरिक्त ब्याज।	[1008, 1890, 1141, 1944]
notice-date: दिनांक: 01.07.2025	[596, 2308, 684, 2320]
table-row	[24, 74, 587, 174]
story3-photo-caption: आचार्य विश्वरत्न सागर सूरीश्वर महाराज नगर में प्रवेश करते हुए।	[1160, 1914, 1544, 1933]
row-demand	[1004, 174, 1148, 273]
row-note: (रु. उनतीस लाख एक हजार एक सौ अड़तीस मात्र) साथ में पुनर्भुगतान तक 14.25% प्रति वर्ष की दर से अतिरिक्त ब्याज।	[445, 298, 578, 330]
row-demand	[442, 1066, 586, 1165]
row-amount: रु. 7,37,714/-	[445, 1774, 503, 1784]
row-amount: रु. 11,20,295/-	[1008, 1083, 1071, 1093]
website: www.peoplessamachar.co.in	[1160, 70, 1267, 79]
row-amount: रु. 7,14,506/- एवं रु. 10,83,344/-	[1008, 2000, 1143, 2010]
notice-column-right	[587, 36, 1148, 2344]
row-demand	[1004, 1500, 1148, 1621]
row-amount: रु. 6,11,176/-	[1008, 88, 1065, 98]
row-amount: रु. 25,15,808/-	[445, 385, 509, 395]
story3-email: editor@peoplessamachar.co.in	[1160, 1956, 1285, 1966]
row-demand	[442, 1264, 586, 1363]
row-property: मकान संपूर्ण एवं शेष भाग, पटवारी हल्का नंबर 13, बोगी नंबर 07, ग्राम पंचायत मंडिया, तहसील और जिला मंदसौर क्षेत्रफल 1440 वर्ग फीट	[215, 1959, 442, 2057]
row-demand	[442, 1363, 586, 1462]
row-borrower: कन्हैया लाल राजेन्द्र सिंह राजेन्द्र सिंह लक्ष्मी बाई ऋण राशि: रु. 625500/- Loan No: HL004720000005033957	[615, 174, 777, 273]
row-date: 07/06/2025	[488, 1168, 540, 1178]
row-property: संपत्ति के समस्त भाग एवं अंश, मकान नंबर 577, सर्वे नंबर 637, ग्राम बडकोला, तहसील सांवेर, जिला इंदौर क्षेत्रफल 1410 वर्ग फीट	[215, 868, 442, 967]
row-demand	[1004, 1622, 1148, 1743]
row-note: (रु. पाँच लाख साठ हजार अड़सठ मात्र) साथ में पुनर्भुगतान तक 16.1% प्रति वर्ष की दर से अतिरिक्त ब्याज।	[445, 694, 581, 726]
row-demand	[1004, 1987, 1148, 2108]
row-borrower: ज्ञानसिंह संचय कृष्णा बाई संचय ऋण राशि: रु. 1765000/- (जिसमें ऋण खाता संख्या LAP047220000005047406 के तहत 765000/- रुपये और ऋण खाता संख्या HF0472H21100709 के तहत 1000000/- रुपये शामिल हैं)	[615, 1865, 777, 1986]
row-borrower: अशोक नायक, वर्षा नायक प्रदीप सिंह ज्योति नायक ऋण राशि: रु. 738000/- Loan No: LAP060200000005020539	[615, 373, 777, 471]
table-row	[587, 174, 1148, 273]
header-sn: क्र.	[587, 36, 615, 73]
row-borrower: दशरथ सिंह अंतर सिंह राजपूत रुक्मा बाई दशरथ सिंह ऋण राशि: रु. 500000/- Loan No: HL004720000005022518	[52, 669, 215, 768]
row-date: 07/06/2025	[488, 1267, 540, 1277]
brand-logo: पीपुल्स समाचार	[1160, 15, 1226, 74]
row-note: ऋण संख्या HM0135H17100042 एवं HF0412H21100158 हेतु; साथ में पुनर्भुगतान तक 18.35% प्रति वर्ष की दर से अतिरिक्त ब्याज।	[1008, 1293, 1141, 1336]
row-demand	[1004, 771, 1148, 870]
row-demand	[442, 1760, 586, 1859]
row-borrower: बलराम आशाबाई बलराम दायमा सुनील दायमा ऋण राशि: रु. 650000/- Loan No: HF0274H21100486	[615, 1169, 777, 1268]
row-sn: 94.	[587, 473, 615, 571]
header-property: प्रतिभूत आस्ति का विवरण	[777, 36, 1004, 73]
row-property: प्लॉट/आवासीय मकान के समस्त भाग एवं अंश प्लॉट नंबर 101 पर स्थित है क्षेत्रफल 0.354 हेक्टेयर एवं 0.064 हेक्टेयर, ग्राम भेरूखेड़ा, तहसील एवं जिला धार	[777, 1743, 1004, 1864]
row-note: (रु. आठ लाख उनसठ हजार नौ सौ तिरानवे मात्र) साथ में पुनर्भुगतान तक 16.6% प्रति वर्ष की दर से अतिरिक्त ब्याज।	[445, 1190, 572, 1222]
row-date: 07/06/2025	[1050, 77, 1102, 87]
row-property: प्लॉट मकान नंबर 09 का शेष एवं संपूर्ण भाग, सर्वे नंबर 480/2/3/3 के हिस्से पर, पटवारी हल्का नंबर 61/122, वार्ड नंबर 05, ग्राम-ग्वालियाखेड़ी, तहसील सोनकच्छ, जिला देवास	[777, 2109, 1004, 2207]
row-date: 07/06/2025	[488, 474, 540, 484]
story3-byline	[1160, 1940, 1544, 1954]
row-property: आवासीय संपत्ति का समस्त भाग एवं अंश, पटवारी हल्का नंबर 34/2, सर्वे नंबर 369, प.ह.नं. 24, ग्राम कायथाखेड़ी, ग्राम पंचायत आलमपुरा, तहसील कालापीपल, जिला शाजापुर	[777, 572, 1004, 671]
